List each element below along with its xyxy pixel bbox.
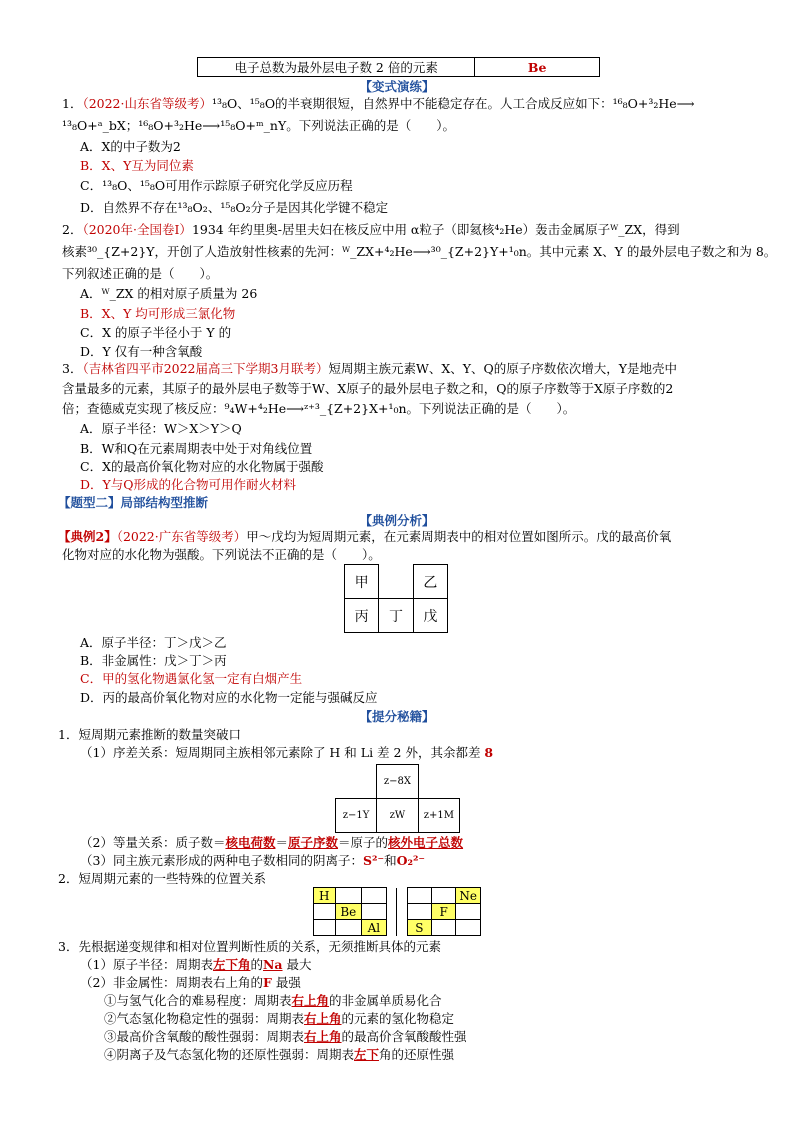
ex2-line1: [58, 528, 671, 545]
position-grid: [313, 887, 481, 936]
tip-grid-empty-2: [418, 765, 459, 799]
q3-line2: 含量最多的元素，其原子的最外层电子数等于W、X原子的最外层电子数之和，Q的原子序数等于X原子序数的2: [62, 381, 674, 396]
section-dianli: 【典例分析】: [359, 513, 435, 528]
q3-option-c: C．X的最高价氧化物对应的水化物属于强酸: [80, 459, 324, 474]
tip-grid: [335, 764, 460, 833]
tip3-s2-b: 右上角: [304, 1011, 342, 1026]
tip3-2: [80, 974, 301, 991]
tip3-s1-c: 的非金属单质易化合: [329, 993, 442, 1008]
q1-stem1: ¹³₈O、¹⁵₈O的半衰期很短，自然界中不能稳定存在。人工合成反应如下：¹⁶₈O+³₂He⟶: [212, 96, 695, 111]
q1-option-d: D．自然界不存在¹³₈O₂、¹⁵₈O₂分子是因其化学键不稳定: [80, 200, 389, 215]
ex2-cell-wu: 戊: [413, 599, 447, 633]
pos-r3c2: [335, 920, 362, 936]
tip3-1-c: 的: [250, 957, 263, 972]
q2-option-b: B．X、Y 均可形成三氯化物: [80, 306, 236, 321]
tip-grid-right: z+1M: [418, 799, 459, 833]
pos-al: Al: [362, 920, 386, 936]
tip3-s1: [104, 992, 442, 1009]
tip1-3-d: O₂²⁻: [396, 853, 426, 868]
q2-line1: [62, 221, 680, 238]
tip1-3: [80, 852, 425, 869]
section-tifen: 【提分秘籍】: [359, 709, 435, 724]
q2-line2: 核素³⁰_{Z+2}Y，开创了人造放射性核素的先河：ᵂ_ZX+⁴₂He⟶³⁰_{Z+2}Y+¹₀n。其中元素 X、Y 的最外层电子数之和为 8。: [62, 244, 777, 259]
ex2-source: （2022·广东省等级考）: [116, 529, 247, 544]
pos-r1c2: [335, 888, 362, 904]
q2-option-d: D．Y 仅有一种含氧酸: [80, 344, 203, 359]
tip1-3-b: S²⁻: [362, 853, 385, 868]
tip3-1-e: 最大: [282, 957, 312, 972]
pos-s: S: [407, 920, 431, 936]
tip3-s4-a: ④阴离子及气态氢化物的还原性强弱：周期表: [104, 1047, 355, 1062]
pos-r2c1: [314, 904, 336, 920]
tip1-2-c: ＝: [275, 835, 288, 850]
ex2-tag: 【典例2】: [58, 529, 117, 544]
pos-r2c3: [362, 904, 386, 920]
pos-f: F: [431, 904, 455, 920]
tip1-title: 1．短周期元素推断的数量突破口: [58, 727, 241, 742]
pos-r3c8: [456, 920, 481, 936]
pos-be: Be: [335, 904, 362, 920]
tip3-s4-b: 左下: [354, 1047, 380, 1062]
tip3-s3-a: ③最高价含氧酸的酸性强弱：周期表: [104, 1029, 305, 1044]
pos-gap4: [397, 904, 408, 920]
pos-gap2: [397, 888, 408, 904]
q1-source: （2022·山东省等级考）: [82, 96, 212, 111]
tip1-2-b: 核电荷数: [225, 835, 276, 850]
tip3-s2: [104, 1010, 454, 1027]
top-table-label: 电子总数为最外层电子数 2 倍的元素: [198, 58, 475, 77]
tip3-2-c: 最强: [271, 975, 301, 990]
ex2-option-c: C．甲的氢化物遇氯化氢一定有白烟产生: [80, 671, 303, 686]
q3-stem1: 短周期主族元素W、X、Y、Q的原子序数依次增大，Y是地壳中: [328, 361, 677, 376]
tip3-1-b: 左下角: [212, 957, 251, 972]
tip3-title: 3．先根据递变规律和相对位置判断性质的关系，无须推断具体的元素: [58, 939, 441, 954]
top-table: [197, 57, 600, 77]
q3-num: 3．: [62, 361, 83, 376]
ex2-option-d: D．丙的最高价氧化物对应的水化物一定能与强碱反应: [80, 690, 378, 705]
q3-option-a: A．原子半径：W＞X＞Y＞Q: [80, 421, 242, 436]
q2-stem1: 1934 年约里奥-居里夫妇在核反应中用 α粒子（即氦核⁴₂He）轰击金属原子ᵂ_ZX，得到: [191, 222, 680, 237]
tip1-1: [80, 744, 493, 761]
section-bianshi: 【变式演练】: [359, 79, 435, 94]
tip1-1-text: （1）序差关系：短周期同主族相邻元素除了 H 和 Li 差 2 外，其余都差: [80, 745, 485, 760]
q1-option-c: C．¹³₈O、¹⁵₈O可用作示踪原子研究化学反应历程: [80, 178, 353, 193]
tip3-s2-c: 的元素的氢化物稳定: [341, 1011, 455, 1026]
q2-source: （2020年·全国卷Ⅰ）: [82, 222, 192, 237]
tip3-s1-b: 右上角: [291, 993, 330, 1008]
pos-r1c3: [362, 888, 386, 904]
tip3-s3-b: 右上角: [304, 1029, 342, 1044]
pos-r2c6: [407, 904, 431, 920]
tip3-s2-a: ②气态氢化物稳定性的强弱：周期表: [104, 1011, 305, 1026]
tip3-s3: [104, 1028, 467, 1045]
pos-gap3: [386, 904, 397, 920]
tip3-2-a: （2）非金属性：周期表右上角的: [80, 975, 263, 990]
q3-line3: 倍；查德威克实现了核反应：⁹₄W+⁴₂He⟶ᶻ⁺³_{Z+2}X+¹₀n。下列说法正确的是（ ）。: [62, 401, 576, 416]
tip3-s4-c: 角的还原性强: [379, 1047, 455, 1062]
ex2-cell-ding: 丁: [379, 599, 413, 633]
tip3-1: [80, 956, 312, 973]
ex2-cell-bing: 丙: [345, 599, 379, 633]
tip1-3-a: （3）同主族元素形成的两种电子数相同的阴离子：: [80, 853, 363, 868]
ex2-stem1: 甲～戊均为短周期元素，在元素周期表中的相对位置如图所示。戊的最高价氧: [246, 529, 672, 544]
q2-option-c: C．X 的原子半径小于 Y 的: [80, 325, 232, 340]
tip1-2-a: （2）等量关系：质子数＝: [80, 835, 226, 850]
q2-num: 2．: [62, 222, 83, 237]
q1-line2: ¹³₈O+ᵃ_bX；¹⁶₈O+³₂He⟶¹⁵₈O+ᵐ_nY。下列说法正确的是（ ）。: [62, 118, 455, 133]
tip3-2-b: F: [262, 975, 272, 990]
tip3-1-a: （1）原子半径：周期表: [80, 957, 213, 972]
q1-num: 1．: [62, 96, 83, 111]
tip3-s4: [104, 1046, 454, 1063]
q3-line1: [62, 360, 677, 377]
tip1-3-c: 和: [384, 853, 397, 868]
q3-option-b: B．W和Q在元素周期表中处于对角线位置: [80, 441, 313, 456]
tip1-2-f: 核外电子总数: [388, 835, 464, 850]
tip3-1-d: Na: [263, 957, 283, 972]
q2-option-a: A．ᵂ_ZX 的相对原子质量为 26: [80, 286, 258, 301]
pos-r1c7: [431, 888, 455, 904]
ex2-grid: [344, 564, 448, 633]
top-table-value: Be: [475, 58, 600, 77]
tip1-1-value: 8: [484, 745, 494, 760]
tip2-title: 2．短周期元素的一些特殊的位置关系: [58, 871, 266, 886]
pos-h: H: [314, 888, 336, 904]
ex2-cell-jia: 甲: [345, 565, 379, 599]
tip-grid-left: z−1Y: [336, 799, 377, 833]
q1-option-b: B．X、Y互为同位素: [80, 158, 194, 173]
tip1-2: [80, 834, 463, 851]
pos-r2c8: [456, 904, 481, 920]
tixing2-title: 【题型二】局部结构型推断: [58, 495, 209, 510]
pos-gap5: [386, 920, 397, 936]
pos-gap1: [386, 888, 397, 904]
pos-r3c1: [314, 920, 336, 936]
pos-ne: Ne: [456, 888, 481, 904]
q1-option-a: A．X的中子数为2: [80, 139, 181, 154]
tip3-s1-a: ①与氢气化合的难易程度：周期表: [104, 993, 292, 1008]
ex2-cell-empty: [379, 565, 413, 599]
ex2-option-b: B．非金属性：戊＞丁＞丙: [80, 653, 227, 668]
ex2-cell-yi: 乙: [413, 565, 447, 599]
tip1-2-d: 原子序数: [288, 835, 339, 850]
tip3-s3-c: 的最高价含氧酸酸性强: [341, 1029, 467, 1044]
tip1-2-e: ＝原子的: [338, 835, 389, 850]
pos-r1c6: [407, 888, 431, 904]
tip-grid-empty-1: [336, 765, 377, 799]
pos-r3c7: [431, 920, 455, 936]
q1-line1: [62, 95, 695, 112]
tip-grid-mid: zW: [377, 799, 419, 833]
q3-source: （吉林省四平市2022届高三下学期3月联考）: [82, 361, 329, 376]
tip-grid-top: z−8X: [377, 765, 419, 799]
q3-option-d: D．Y与Q形成的化合物可用作耐火材料: [80, 477, 297, 492]
q2-line3: 下列叙述正确的是（ ）。: [62, 266, 219, 281]
ex2-option-a: A．原子半径：丁＞戊＞乙: [80, 635, 227, 650]
ex2-line2: 化物对应的水化物为强酸。下列说法不正确的是（ ）。: [62, 547, 381, 562]
pos-gap6: [397, 920, 408, 936]
